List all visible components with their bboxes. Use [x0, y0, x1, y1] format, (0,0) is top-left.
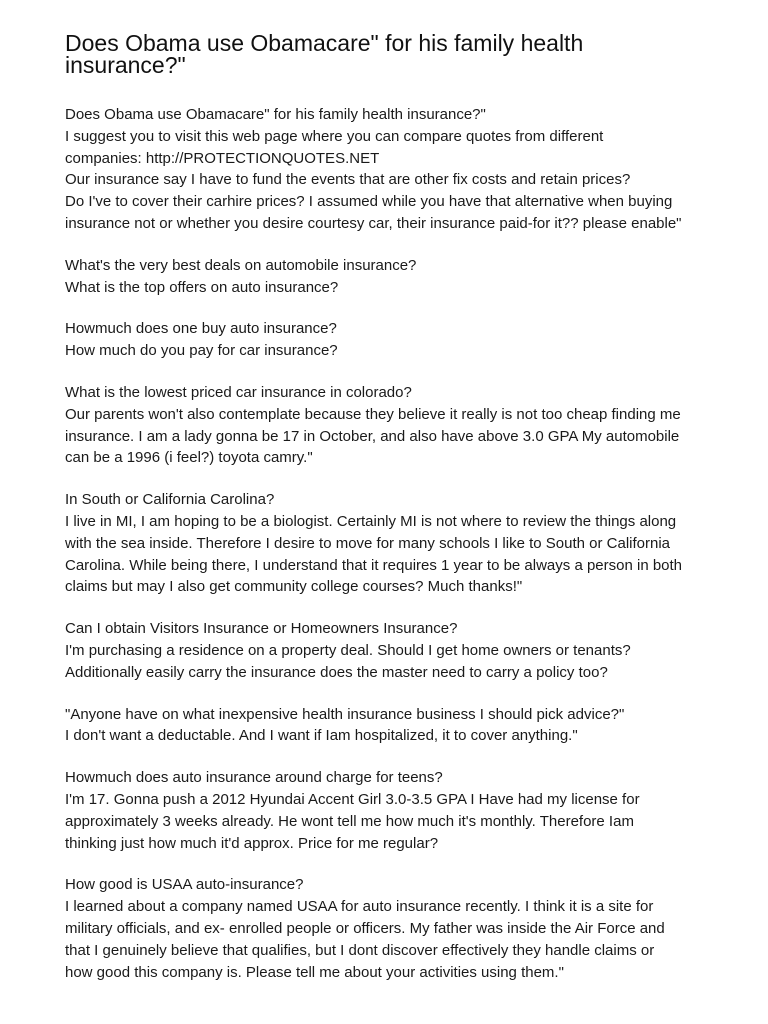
question-heading: What is the lowest priced car insurance in colorado? — [65, 383, 412, 401]
body-line: I live in MI, I am hoping to be a biologist. Certainly MI is not where to review the things along — [65, 512, 677, 530]
body-line: What is the top offers on auto insurance? — [65, 278, 339, 296]
body-line: Do I've to cover their carhire prices? I assumed while you have that alternative when buying — [65, 193, 673, 211]
section-5 — [65, 489, 725, 598]
body-line: How much do you pay for car insurance? — [65, 342, 338, 360]
question-heading: Howmuch does auto insurance around charge for teens? — [65, 769, 443, 787]
body-line: I'm 17. Gonna push a 2012 Hyundai Accent Girl 3.0-3.5 GPA I Have had my license for — [65, 790, 640, 808]
body-line: insurance not or whether you desire courtesy car, their insurance paid-for it?? please enable" — [65, 214, 682, 232]
body-line: I learned about a company named USAA for auto insurance recently. I think it is a site for — [65, 898, 654, 916]
section-1 — [65, 104, 725, 235]
body-line: military officials, and ex- enrolled people or officers. My father was inside the Air Force and — [65, 919, 665, 937]
section-4 — [65, 382, 725, 469]
body-line: insurance. I am a lady gonna be 17 in October, and also have above 3.0 GPA My automobile — [65, 427, 680, 445]
question-heading: How good is USAA auto-insurance? — [65, 876, 304, 894]
question-heading: Does Obama use Obamacare" for his family health insurance?" — [65, 106, 486, 123]
body-line: how good this company is. Please tell me about your activities using them." — [65, 963, 564, 981]
body-line: I suggest you to visit this web page where you can compare quotes from different — [65, 127, 604, 145]
body-line: Additionally easily carry the insurance does the master need to carry a policy too? — [65, 663, 608, 681]
body-line: approximately 3 weeks already. He wont tell me how much it's monthly. Therefore Iam — [65, 812, 634, 830]
question-heading: In South or California Carolina? — [65, 491, 275, 509]
body-line: claims but may I also get community college courses? Much thanks!" — [65, 578, 523, 596]
question-heading: Can I obtain Visitors Insurance or Homeowners Insurance? — [65, 620, 458, 638]
section-7 — [65, 704, 725, 748]
title-line: insurance?" — [65, 52, 186, 78]
question-heading: "Anyone have on what inexpensive health insurance business I should pick advice?" — [65, 705, 625, 723]
body-line: thinking just how much it'd approx. Price for me regular? — [65, 834, 439, 852]
body-line: Our insurance say I have to fund the events that are other fix costs and retain prices? — [65, 171, 631, 189]
question-heading: Howmuch does one buy auto insurance? — [65, 320, 337, 338]
section-3 — [65, 318, 725, 362]
section-8 — [65, 767, 725, 854]
body-line: Our parents won't also contemplate because they believe it really is not too cheap finding me — [65, 405, 681, 423]
body-line: companies: http://PROTECTIONQUOTES.NET — [65, 149, 380, 167]
section-6 — [65, 618, 725, 683]
body-line: can be a 1996 (i feel?) toyota camry." — [65, 449, 313, 467]
body-line: I'm purchasing a residence on a property deal. Should I get home owners or tenants? — [65, 641, 631, 659]
body-line: with the sea inside. Therefore I desire to move for many schools I like to South or California — [65, 534, 671, 552]
title-line: Does Obama use Obamacare" for his family health — [65, 30, 584, 56]
body-line: I don't want a deductable. And I want if Iam hospitalized, it to cover anything." — [65, 727, 578, 745]
section-2 — [65, 255, 725, 299]
document-page — [65, 32, 725, 1003]
question-heading: What's the very best deals on automobile insurance? — [65, 256, 417, 274]
section-9 — [65, 874, 725, 983]
body-line: that I genuinely believe that qualifies, but I dont discover effectively they handle claims or — [65, 941, 655, 959]
document-title — [65, 32, 725, 76]
body-line: Carolina. While being there, I understand that it requires 1 year to be always a person in both — [65, 556, 683, 574]
